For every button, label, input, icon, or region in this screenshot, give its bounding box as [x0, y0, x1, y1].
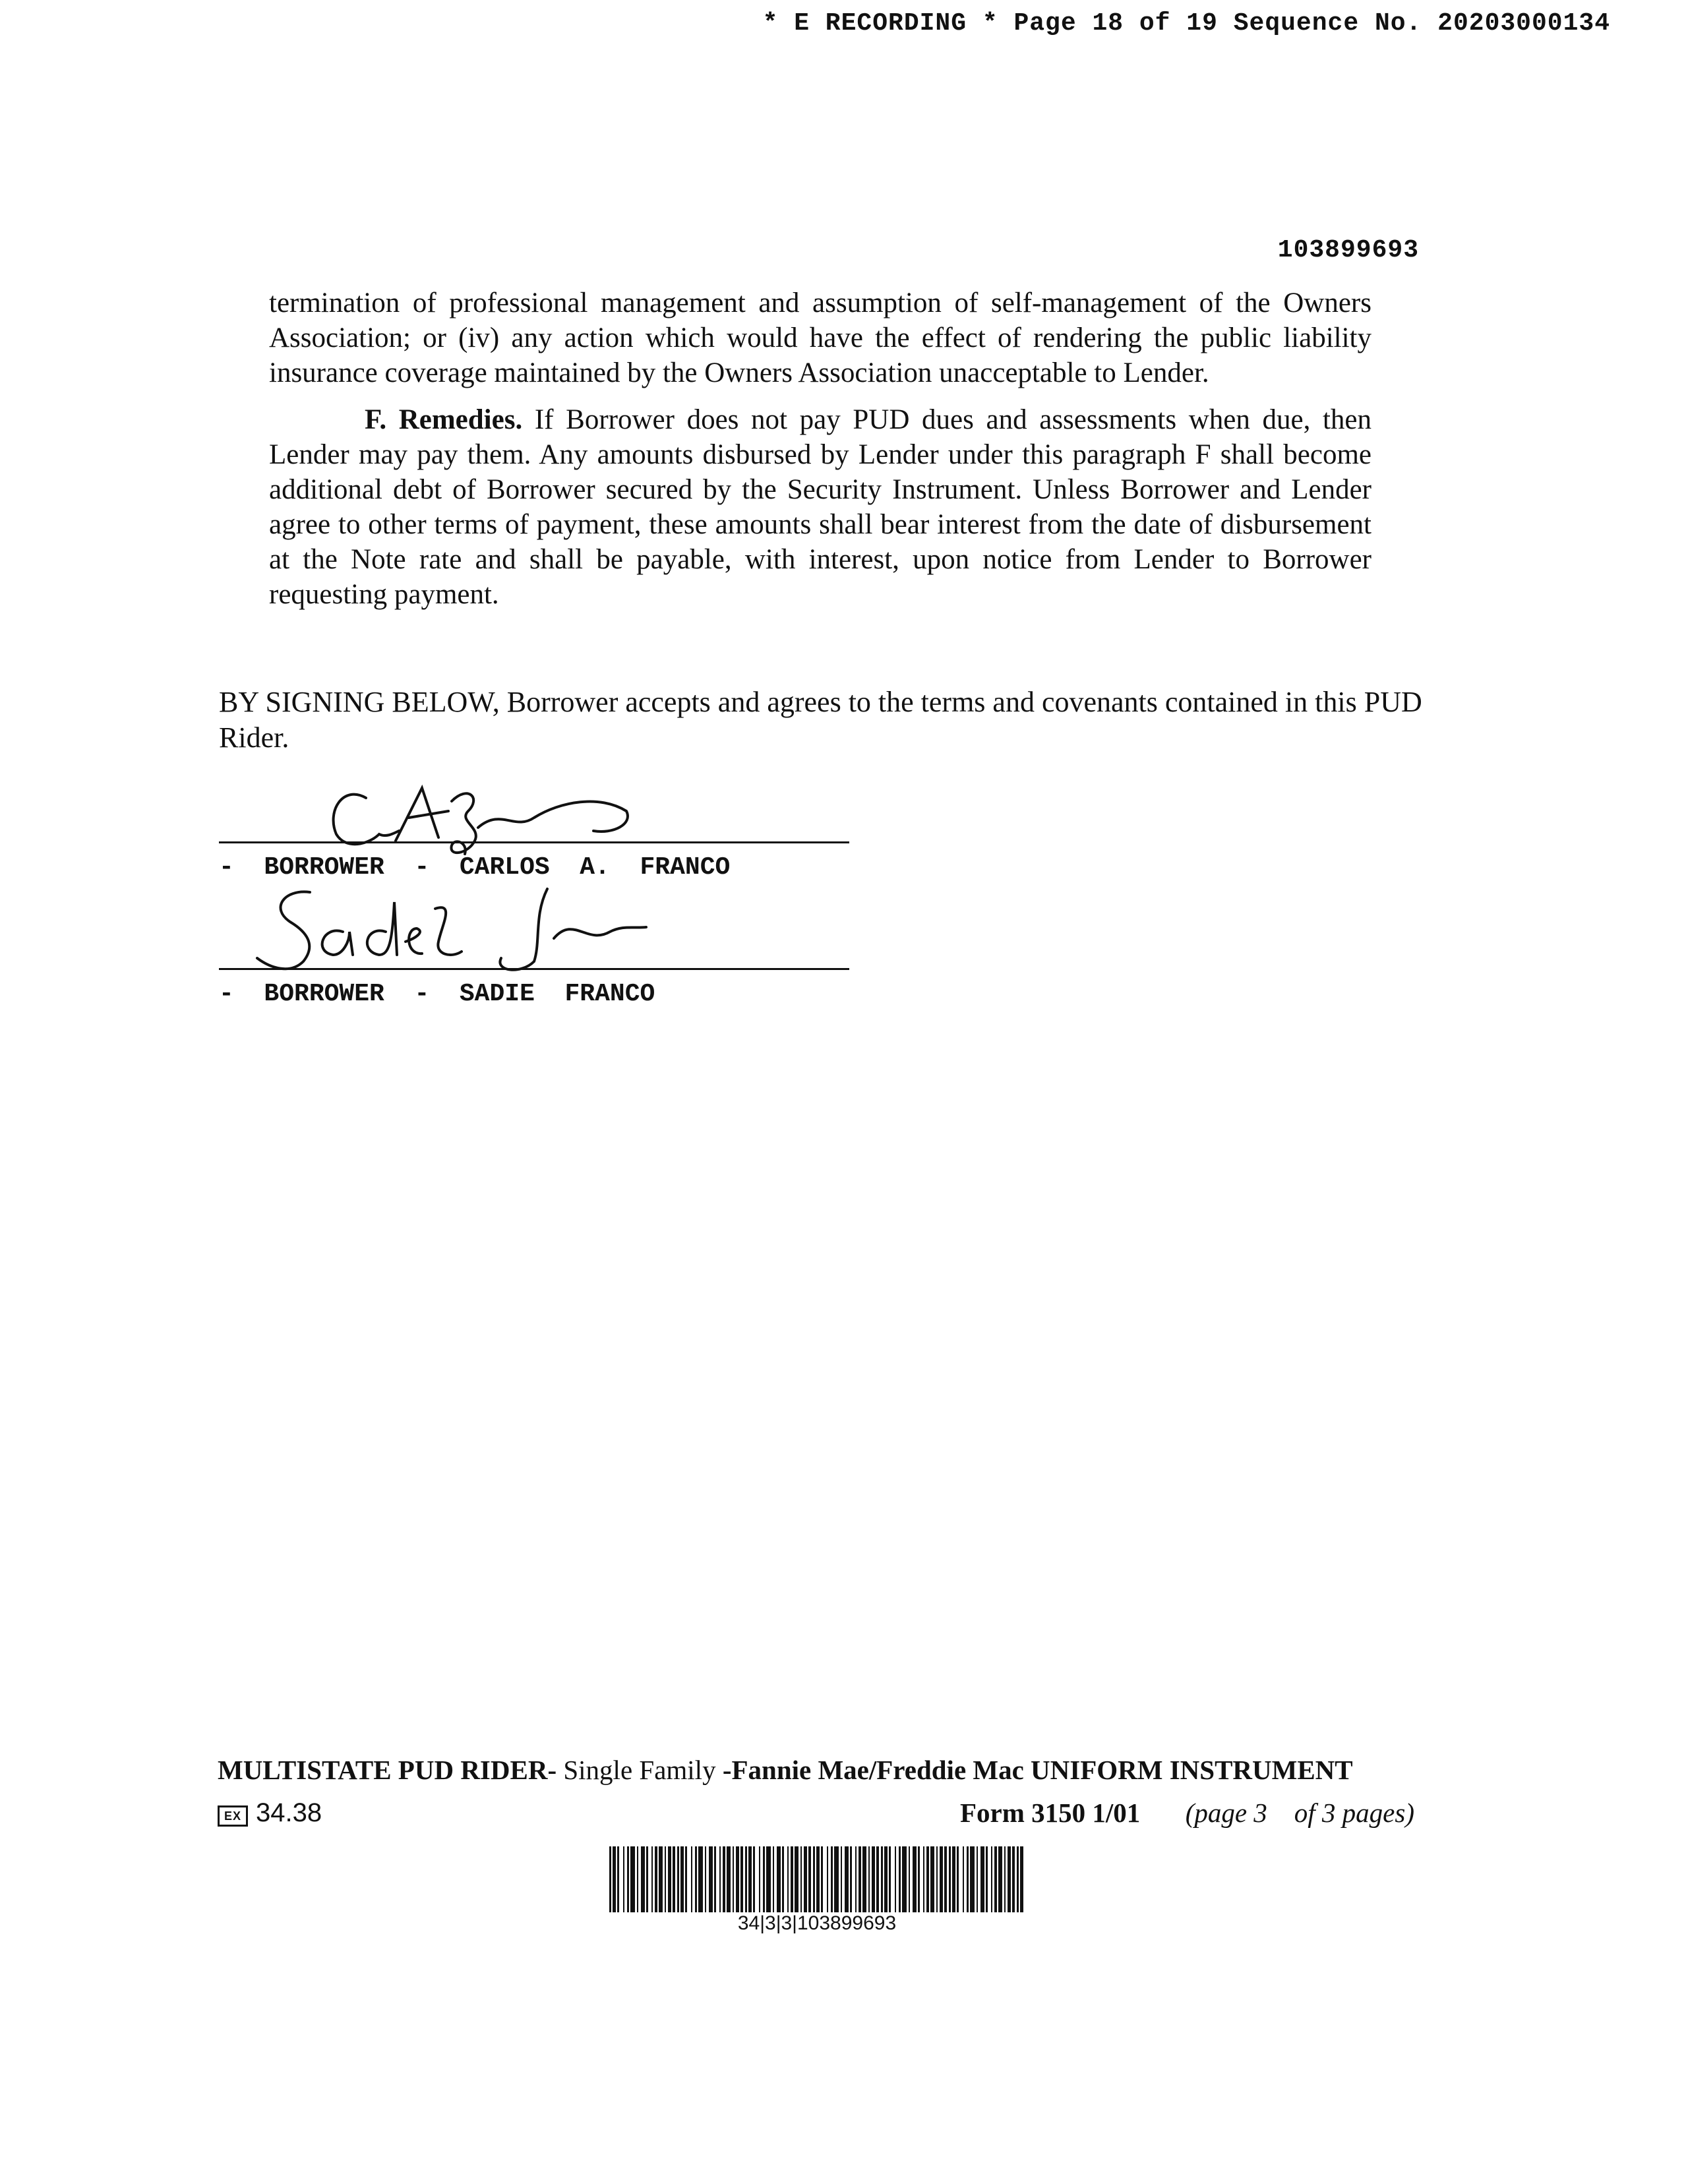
barcode-bar: [949, 1846, 951, 1912]
barcode-bar: [637, 1846, 638, 1912]
form-title-part-3: -Fannie Mae/Freddie Mac UNIFORM INSTRUMENT: [722, 1755, 1353, 1785]
barcode-bar: [800, 1846, 802, 1912]
barcode-bar: [831, 1846, 833, 1912]
loan-number: 103899693: [1277, 236, 1419, 264]
barcode-bar: [791, 1846, 793, 1912]
barcode-bar: [991, 1846, 992, 1912]
barcode-bar: [705, 1846, 706, 1912]
recording-stamp: * E RECORDING * Page 18 of 19 Sequence No. 20203000134: [762, 9, 1610, 38]
barcode-bar: [868, 1846, 870, 1912]
barcode-bar: [926, 1846, 929, 1912]
barcode-bar: [1004, 1846, 1006, 1912]
borrower-label-2: - BORROWER - SADIE FRANCO: [219, 980, 655, 1008]
barcode-bar: [777, 1846, 781, 1912]
barcode-bar: [970, 1846, 975, 1912]
barcode-bar: [859, 1846, 861, 1912]
barcode-bar: [1017, 1846, 1019, 1912]
signature-line-1: [219, 841, 849, 843]
barcode-bar: [733, 1846, 734, 1912]
signature-line-2: [219, 968, 849, 970]
barcode-bar: [930, 1846, 934, 1912]
barcode-bar: [872, 1846, 875, 1912]
barcode-bar: [881, 1846, 883, 1912]
barcode-bar: [759, 1846, 760, 1912]
barcode-bar: [884, 1846, 888, 1912]
barcode-bar: [766, 1846, 771, 1912]
barcode-bar: [698, 1846, 703, 1912]
barcode-bar: [913, 1846, 917, 1912]
barcode-bar: [613, 1846, 616, 1912]
barcode-bar: [659, 1846, 663, 1912]
signature-sadie-franco: [244, 876, 686, 981]
by-signing-statement: BY SIGNING BELOW, Borrower accepts and agrees to the terms and covenants contained in this PUD Rider.: [219, 686, 1422, 754]
barcode-bar: [876, 1846, 879, 1912]
barcode-bar: [753, 1846, 755, 1912]
barcode-bar: [967, 1846, 969, 1912]
barcode-bar: [651, 1846, 653, 1912]
form-title: [218, 1754, 1353, 1786]
barcode-bar: [627, 1846, 629, 1912]
barcode-bar: [936, 1846, 938, 1912]
barcode-bar: [855, 1846, 857, 1912]
barcode-bar: [1008, 1846, 1011, 1912]
barcode-bar: [773, 1846, 774, 1912]
barcode-bar: [813, 1846, 815, 1912]
barcode: [609, 1846, 1025, 1912]
barcode-bar: [763, 1846, 765, 1912]
barcode-bar: [1020, 1846, 1023, 1912]
form-number: Form 3150 1/01: [960, 1798, 1141, 1828]
barcode-bar: [668, 1846, 671, 1912]
barcode-bar: [745, 1846, 747, 1912]
form-title-part-1: MULTISTATE PUD RIDER-: [218, 1755, 557, 1785]
barcode-bar: [646, 1846, 648, 1912]
barcode-bar: [740, 1846, 743, 1912]
ex-code: 34.38: [256, 1798, 322, 1827]
barcode-number: 34|3|3|103899693: [737, 1912, 897, 1934]
barcode-bar: [709, 1846, 713, 1912]
barcode-bar: [665, 1846, 666, 1912]
barcode-bar: [994, 1846, 997, 1912]
barcode-bar: [918, 1846, 920, 1912]
barcode-bar: [952, 1846, 955, 1912]
barcode-bar: [695, 1846, 697, 1912]
barcode-bar: [617, 1846, 619, 1912]
barcode-bar: [782, 1846, 784, 1912]
barcode-bar: [834, 1846, 839, 1912]
barcode-bar: [986, 1846, 988, 1912]
barcode-bar: [998, 1846, 1002, 1912]
barcode-bar: [609, 1846, 611, 1912]
barcode-bar: [714, 1846, 716, 1912]
signature-carlos-franco: [316, 772, 646, 861]
barcode-bar: [680, 1846, 684, 1912]
borrower-label-1: - BORROWER - CARLOS A. FRANCO: [219, 853, 731, 882]
barcode-bar: [923, 1846, 924, 1912]
barcode-bar: [909, 1846, 910, 1912]
barcode-bar: [902, 1846, 907, 1912]
barcode-bar: [940, 1846, 943, 1912]
barcode-bar: [862, 1846, 866, 1912]
barcode-bar: [655, 1846, 657, 1912]
barcode-bar: [748, 1846, 752, 1912]
form-title-part-2: Single Family: [557, 1755, 723, 1785]
barcode-bar: [808, 1846, 811, 1912]
barcode-bar: [787, 1846, 789, 1912]
barcode-bar: [845, 1846, 849, 1912]
barcode-bar: [691, 1846, 692, 1912]
remedies-paragraph: [269, 402, 1372, 612]
barcode-bar: [850, 1846, 852, 1912]
barcode-bar: [889, 1846, 891, 1912]
barcode-bar: [677, 1846, 679, 1912]
barcode-bar: [895, 1846, 896, 1912]
barcode-bar: [673, 1846, 675, 1912]
barcode-bar: [795, 1846, 799, 1912]
paragraph-continued: termination of professional management and assumption of self-management of the Owners Association; or (iv) any action which would have the effect of rendering the public liability insurance coverage maintained by the Owners Association unacceptable to Lender.: [269, 288, 1372, 388]
barcode-bar: [980, 1846, 984, 1912]
barcode-bar: [944, 1846, 947, 1912]
barcode-bar: [977, 1846, 978, 1912]
barcode-bar: [623, 1846, 624, 1912]
barcode-bar: [1012, 1846, 1015, 1912]
barcode-bar: [957, 1846, 959, 1912]
barcode-bar: [816, 1846, 820, 1912]
barcode-bar: [736, 1846, 739, 1912]
remedies-text: If Borrower does not pay PUD dues and assessments when due, then Lender may pay them. Any amounts disbursed by Lender under this paragraph F shall become additional debt of Borrower secured by the Security Instrument. Unless Borrower and Lender agree to other terms of payment, these amounts shall bear interest from the date of disbursement at the Note rate and shall be payable, with interest, upon notice from Lender to Borrower requesting payment.: [269, 404, 1372, 610]
page-count: (page 3 of 3 pages): [1185, 1798, 1414, 1828]
barcode-bar: [641, 1846, 645, 1912]
barcode-bar: [841, 1846, 842, 1912]
remedies-heading: F. Remedies.: [365, 404, 523, 435]
barcode-bar: [827, 1846, 828, 1912]
barcode-bar: [719, 1846, 721, 1912]
barcode-bar: [963, 1846, 964, 1912]
barcode-bar: [685, 1846, 687, 1912]
barcode-bar: [899, 1846, 901, 1912]
ex-mark: EX: [218, 1805, 248, 1827]
barcode-bar: [630, 1846, 635, 1912]
barcode-bar: [723, 1846, 725, 1912]
barcode-bar: [804, 1846, 807, 1912]
barcode-bar: [821, 1846, 823, 1912]
barcode-bar: [727, 1846, 731, 1912]
